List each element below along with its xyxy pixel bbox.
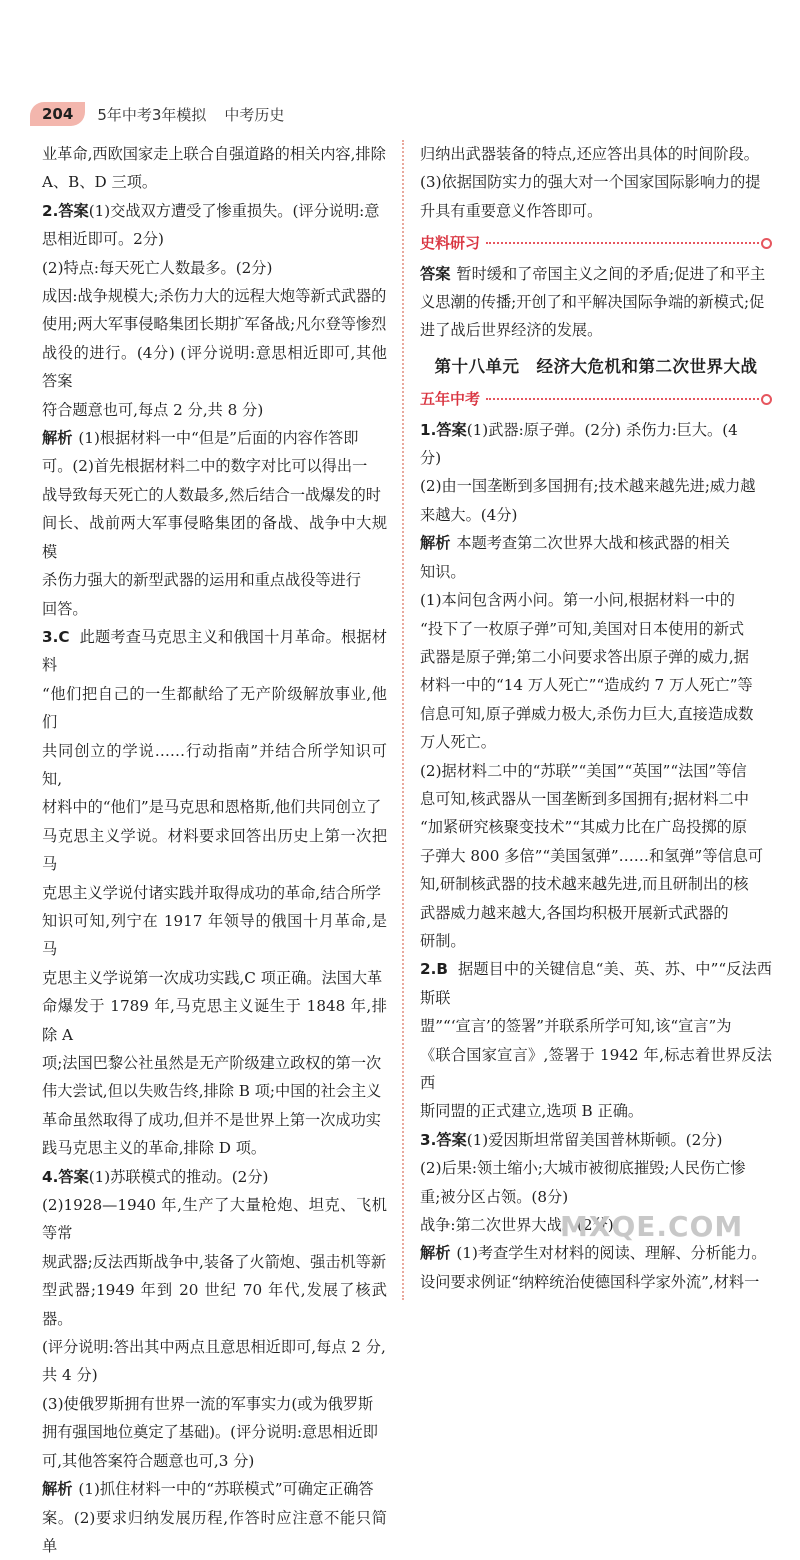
q4-number: 4.答案 xyxy=(42,1168,89,1186)
text-line: 盟”“‘宣言’的签署”并联系所学可知,该“宣言”为 xyxy=(420,1012,772,1040)
q2-analysis-line xyxy=(42,424,387,452)
text-line: 使用;两大军事侵略集团长期扩军备战;凡尔登等惨烈 xyxy=(42,310,387,338)
section-label-wunian xyxy=(420,385,772,413)
page-header xyxy=(30,100,284,128)
text-line: (2)1928—1940 年,生产了大量枪炮、坦克、飞机等常 xyxy=(42,1191,387,1248)
text-line: (1)本问包含两小问。第一小问,根据材料一中的 xyxy=(420,586,772,614)
section-title: 五年中考 xyxy=(420,385,480,413)
text-line: 知识。 xyxy=(420,558,772,586)
watermark-logo: MXQE.COM xyxy=(560,1210,743,1243)
text-line: 重;被分区占领。(8分) xyxy=(420,1183,772,1211)
text-span: 此题考查马克思主义和俄国十月革命。根据材料 xyxy=(42,628,387,674)
text-line: 规武器;反法西斯战争中,装备了火箭炮、强击机等新 xyxy=(42,1248,387,1276)
answer-line xyxy=(420,260,772,288)
text-line: “投下了一枚原子弹”可知,美国对日本使用的新式 xyxy=(420,615,772,643)
text-line: 间长、战前两大军事侵略集团的备战、战争中大规模 xyxy=(42,509,387,566)
column-divider xyxy=(402,140,404,1300)
text-line: 武器是原子弹;第二小问要求答出原子弹的威力,据 xyxy=(420,643,772,671)
text-line: 战导致每天死亡的人数最多,然后结合一战爆发的时 xyxy=(42,481,387,509)
text-line: (2)由一国垄断到多国拥有;技术越来越先进;威力越 xyxy=(420,472,772,500)
text-line: 研制。 xyxy=(420,927,772,955)
text-line: 武器威力越来越大,各国均积极开展新式武器的 xyxy=(420,899,772,927)
text-line: 斯同盟的正式建立,选项 B 正确。 xyxy=(420,1097,772,1125)
text-span: (1)爱因斯坦常留美国普林斯顿。(2分) xyxy=(467,1131,723,1149)
analysis-label: 解析 xyxy=(420,1244,450,1262)
text-line: “加紧研究核聚变技术”“其威力比在广岛投掷的原 xyxy=(420,813,772,841)
text-line: 可,其他答案符合题意也可,3 分) xyxy=(42,1447,387,1475)
text-line: 命爆发于 1789 年,马克思主义诞生于 1848 年,排除 A xyxy=(42,992,387,1049)
right-column xyxy=(420,140,772,1296)
text-line: 伟大尝试,但以失败告终,排除 B 项;中国的社会主义 xyxy=(42,1077,387,1105)
answer-label: 答案 xyxy=(420,265,450,283)
text-span: 本题考查第二次世界大战和核武器的相关 xyxy=(456,534,729,552)
text-line: 设问要求例证“纳粹统治使德国科学家外流”,材料一 xyxy=(420,1268,772,1296)
a2-line xyxy=(420,955,772,1012)
page-number: 204 xyxy=(30,102,85,126)
text-line: “他们把自己的一生都献给了无产阶级解放事业,他们 xyxy=(42,680,387,737)
a1-number: 1.答案 xyxy=(420,421,467,439)
circle-icon xyxy=(761,238,772,249)
text-line: 子弹大 800 多倍”“美国氢弹”……和氢弹”等信息可 xyxy=(420,842,772,870)
circle-icon xyxy=(761,394,772,405)
a1-analysis-line xyxy=(420,529,772,557)
text-line: 来越大。(4分) xyxy=(420,501,772,529)
section-title: 史料研习 xyxy=(420,229,480,257)
text-line: 义思潮的传播;开创了和平解决国际争端的新模式;促 xyxy=(420,288,772,316)
text-line: 共同创立的学说……行动指南”并结合所学知识可知, xyxy=(42,737,387,794)
text-line: 业革命,西欧国家走上联合自强道路的相关内容,排除 xyxy=(42,140,387,168)
text-line: 万人死亡。 xyxy=(420,728,772,756)
text-span: (1)抓住材料一中的“苏联模式”可确定正确答 xyxy=(78,1480,373,1498)
text-span: (1)武器:原子弹。(2分) 杀伤力:巨大。(4 xyxy=(467,421,738,439)
left-column xyxy=(42,140,387,1560)
text-line: 马克思主义学说。材料要求回答出历史上第一次把马 xyxy=(42,822,387,879)
q2-answer-line xyxy=(42,197,387,225)
text-line: 信息可知,原子弹威力极大,杀伤力巨大,直接造成数 xyxy=(420,700,772,728)
text-line: 克思主义学说第一次成功实践,C 项正确。法国大革 xyxy=(42,964,387,992)
text-line: 共 4 分) xyxy=(42,1361,387,1389)
text-span: (1)根据材料一中“但是”后面的内容作答即 xyxy=(78,429,358,447)
q4-answer-line xyxy=(42,1163,387,1191)
text-line: 回答。 xyxy=(42,595,387,623)
text-line: 息可知,核武器从一国垄断到多国拥有;据材料二中 xyxy=(420,785,772,813)
q3-number: 3.C xyxy=(42,628,69,646)
text-line: 材料一中的“14 万人死亡”“造成约 7 万人死亡”等 xyxy=(420,671,772,699)
a3-answer-line xyxy=(420,1126,772,1154)
section-rule xyxy=(486,398,759,400)
text-line: (2)据材料二中的“苏联”“美国”“英国”“法国”等信 xyxy=(420,757,772,785)
text-line: 拥有强国地位奠定了基础)。(评分说明:意思相近即 xyxy=(42,1418,387,1446)
text-line: 战争:第二次世界大战。(2分) xyxy=(420,1211,772,1239)
unit-title: 第十八单元 经济大危机和第二次世界大战 xyxy=(420,353,772,381)
text-line: 项;法国巴黎公社虽然是无产阶级建立政权的第一次 xyxy=(42,1049,387,1077)
text-line: 战役的进行。(4分) (评分说明:意思相近即可,其他答案 xyxy=(42,339,387,396)
a2-number: 2.B xyxy=(420,960,448,978)
text-line: 归纳出武器装备的特点,还应答出具体的时间阶段。 xyxy=(420,140,772,168)
text-line: 分) xyxy=(420,444,772,472)
analysis-label: 解析 xyxy=(420,534,450,552)
text-line: 杀伤力强大的新型武器的运用和重点战役等进行 xyxy=(42,566,387,594)
text-line: 进了战后世界经济的发展。 xyxy=(420,316,772,344)
text-line: 成因:战争规模大;杀伤力大的远程大炮等新式武器的 xyxy=(42,282,387,310)
text-line: 践马克思主义的革命,排除 D 项。 xyxy=(42,1134,387,1162)
text-span: 据题目中的关键信息“美、英、苏、中”“反法西斯联 xyxy=(420,960,772,1006)
text-span: (1)苏联模式的推动。(2分) xyxy=(89,1168,269,1186)
book-series: 5年中考3年模拟 xyxy=(97,104,206,125)
text-line: 案。(2)要求归纳发展历程,作答时应注意不能只简单 xyxy=(42,1504,387,1560)
text-line: 符合题意也可,每点 2 分,共 8 分) xyxy=(42,396,387,424)
q4-analysis-line xyxy=(42,1475,387,1503)
text-line: A、B、D 三项。 xyxy=(42,168,387,196)
text-span: (1)考查学生对材料的阅读、理解、分析能力。 xyxy=(456,1244,766,1262)
text-line: 思相近即可。2分) xyxy=(42,225,387,253)
text-line: 革命虽然取得了成功,但并不是世界上第一次成功实 xyxy=(42,1106,387,1134)
analysis-label: 解析 xyxy=(42,429,72,447)
text-span: 暂时缓和了帝国主义之间的矛盾;促进了和平主 xyxy=(456,265,765,283)
a3-analysis-line xyxy=(420,1239,772,1267)
text-line: (3)依据国防实力的强大对一个国家国际影响力的提 xyxy=(420,168,772,196)
text-line: 知识可知,列宁在 1917 年领导的俄国十月革命,是马 xyxy=(42,907,387,964)
text-line: (2)特点:每天死亡人数最多。(2分) xyxy=(42,254,387,282)
text-line: (评分说明:答出其中两点且意思相近即可,每点 2 分, xyxy=(42,1333,387,1361)
text-line: 材料中的“他们”是马克思和恩格斯,他们共同创立了 xyxy=(42,793,387,821)
text-line: (2)后果:领土缩小;大城市被彻底摧毁;人民伤亡惨 xyxy=(420,1154,772,1182)
section-label-shiliao xyxy=(420,229,772,257)
text-span: (1)交战双方遭受了惨重损失。(评分说明:意 xyxy=(89,202,380,220)
book-subject: 中考历史 xyxy=(224,104,284,125)
q2-number: 2.答案 xyxy=(42,202,89,220)
section-rule xyxy=(486,242,759,244)
text-line: 知,研制核武器的技术越来越先进,而且研制出的核 xyxy=(420,870,772,898)
text-line: (3)使俄罗斯拥有世界一流的军事实力(或为俄罗斯 xyxy=(42,1390,387,1418)
text-line: 升具有重要意义作答即可。 xyxy=(420,197,772,225)
q3-line xyxy=(42,623,387,680)
text-line: 可。(2)首先根据材料二中的数字对比可以得出一 xyxy=(42,452,387,480)
a1-answer-line xyxy=(420,416,772,444)
text-line: 克思主义学说付诸实践并取得成功的革命,结合所学 xyxy=(42,879,387,907)
text-line: 型武器;1949 年到 20 世纪 70 年代,发展了核武器。 xyxy=(42,1276,387,1333)
analysis-label: 解析 xyxy=(42,1480,72,1498)
text-line: 《联合国家宣言》,签署于 1942 年,标志着世界反法西 xyxy=(420,1041,772,1098)
a3-number: 3.答案 xyxy=(420,1131,467,1149)
